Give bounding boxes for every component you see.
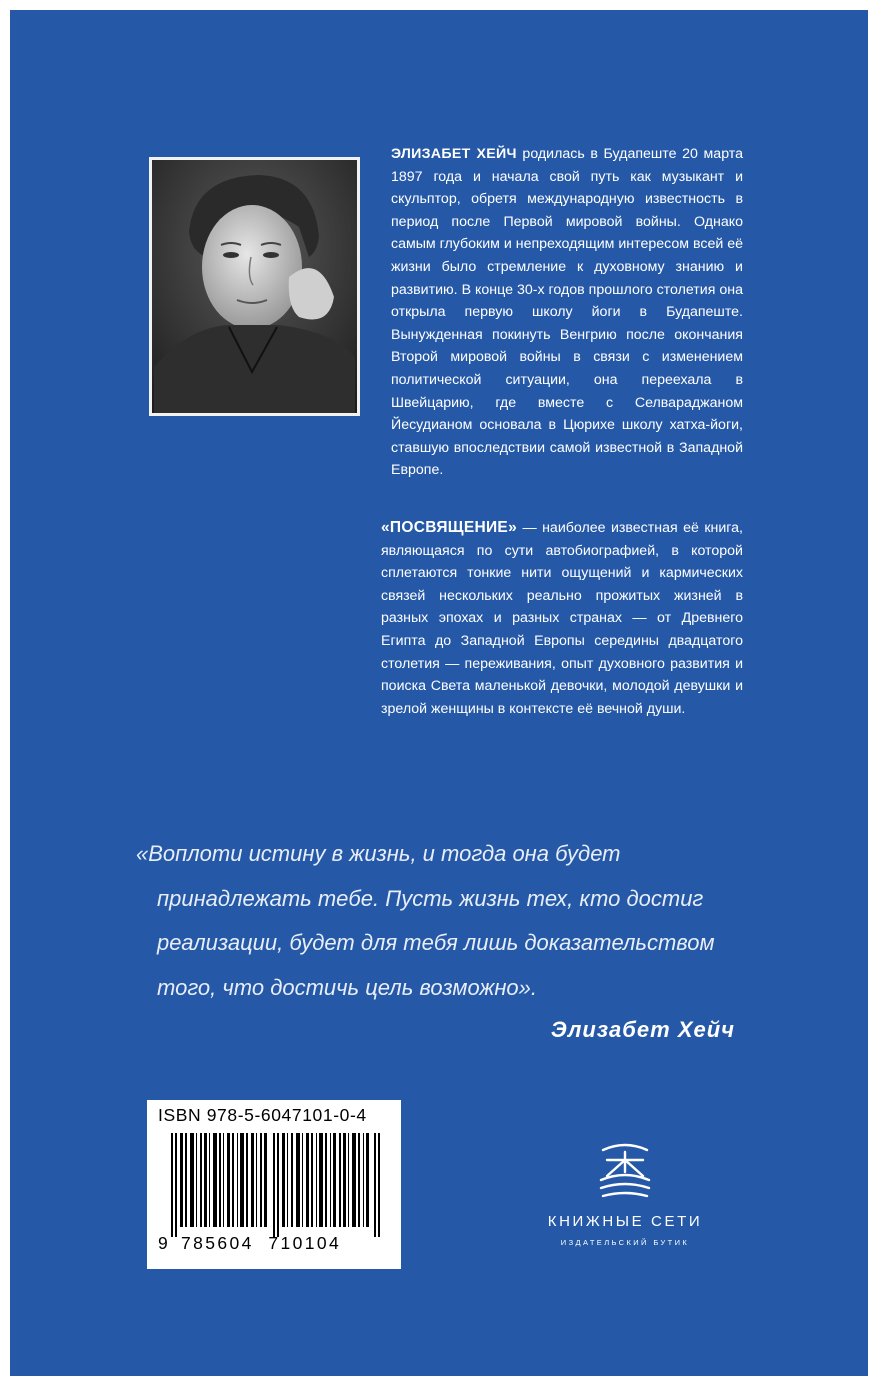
publisher-name: КНИЖНЫЕ СЕТИ <box>547 1213 703 1230</box>
author-bio <box>391 143 743 482</box>
book-title: «ПОСВЯЩЕНИЕ» <box>381 519 517 536</box>
back-cover <box>10 10 868 1376</box>
quote <box>136 832 756 1010</box>
quote-line: реализации, будет для тебя лишь доказательством <box>157 930 715 955</box>
book-description-text: — наиболее известная её книга, являющаяся по сути автобиографией, в которой сплетаются тонкие нити ощущений и кармических связей нескольких реально прожитых жизней в разных эпохах и разных странах — от Древнего Египта до Западной Европы середины двадцатого столетия — переживания, опыт духовного развития и поиска Света маленькой девочки, молодой девушки и зрелой женщины в контексте её вечной души. <box>381 520 743 717</box>
book-description <box>381 517 743 720</box>
author-name: ЭЛИЗАБЕТ ХЕЙЧ <box>391 146 517 162</box>
quote-line: принадлежать тебе. Пусть жизнь тех, кто достиг <box>157 885 704 911</box>
ean-first-digit: 9 <box>158 1233 168 1253</box>
barcode <box>147 1100 401 1269</box>
publisher <box>526 1142 724 1247</box>
ean-digits: 785604 710104 <box>181 1233 342 1253</box>
publisher-subtitle: ИЗДАТЕЛЬСКИЙ БУТИК <box>560 1238 690 1247</box>
publisher-logo-icon <box>593 1142 657 1204</box>
author-portrait-image <box>149 157 360 416</box>
author-bio-text: родилась в Будапеште 20 марта 1897 года и начала свой путь как музыкант и скульптор, обретя международную известность в период после Первой мировой войны. Однако самым глубоким и непреходящим интересом всей её жизни было стремление к духовному знанию и развитию. В конце 30-х годов прошлого столетия она открыла первую школу йоги в Будапеште. Вынужденная покинуть Венгрию после окончания Второй мировой войны в связи с изменением политической ситуации, она переехала в Швейцарию, где вместе с Селвараджаном Йесудианом основала в Цюрихе школу хатха-йоги, ставшую впоследствии самой известной в Западной Европе. <box>391 146 743 479</box>
isbn-number: ISBN 978-5-6047101-0-4 <box>158 1105 367 1125</box>
quote-line: «Воплоти истину в жизнь, и тогда она будет <box>136 841 621 866</box>
quote-line: того, что достичь цель возможно». <box>157 974 538 1000</box>
barcode-bars-icon <box>171 1133 383 1237</box>
quote-author: Элизабет Хейч <box>550 1017 735 1042</box>
author-photo <box>149 157 360 416</box>
